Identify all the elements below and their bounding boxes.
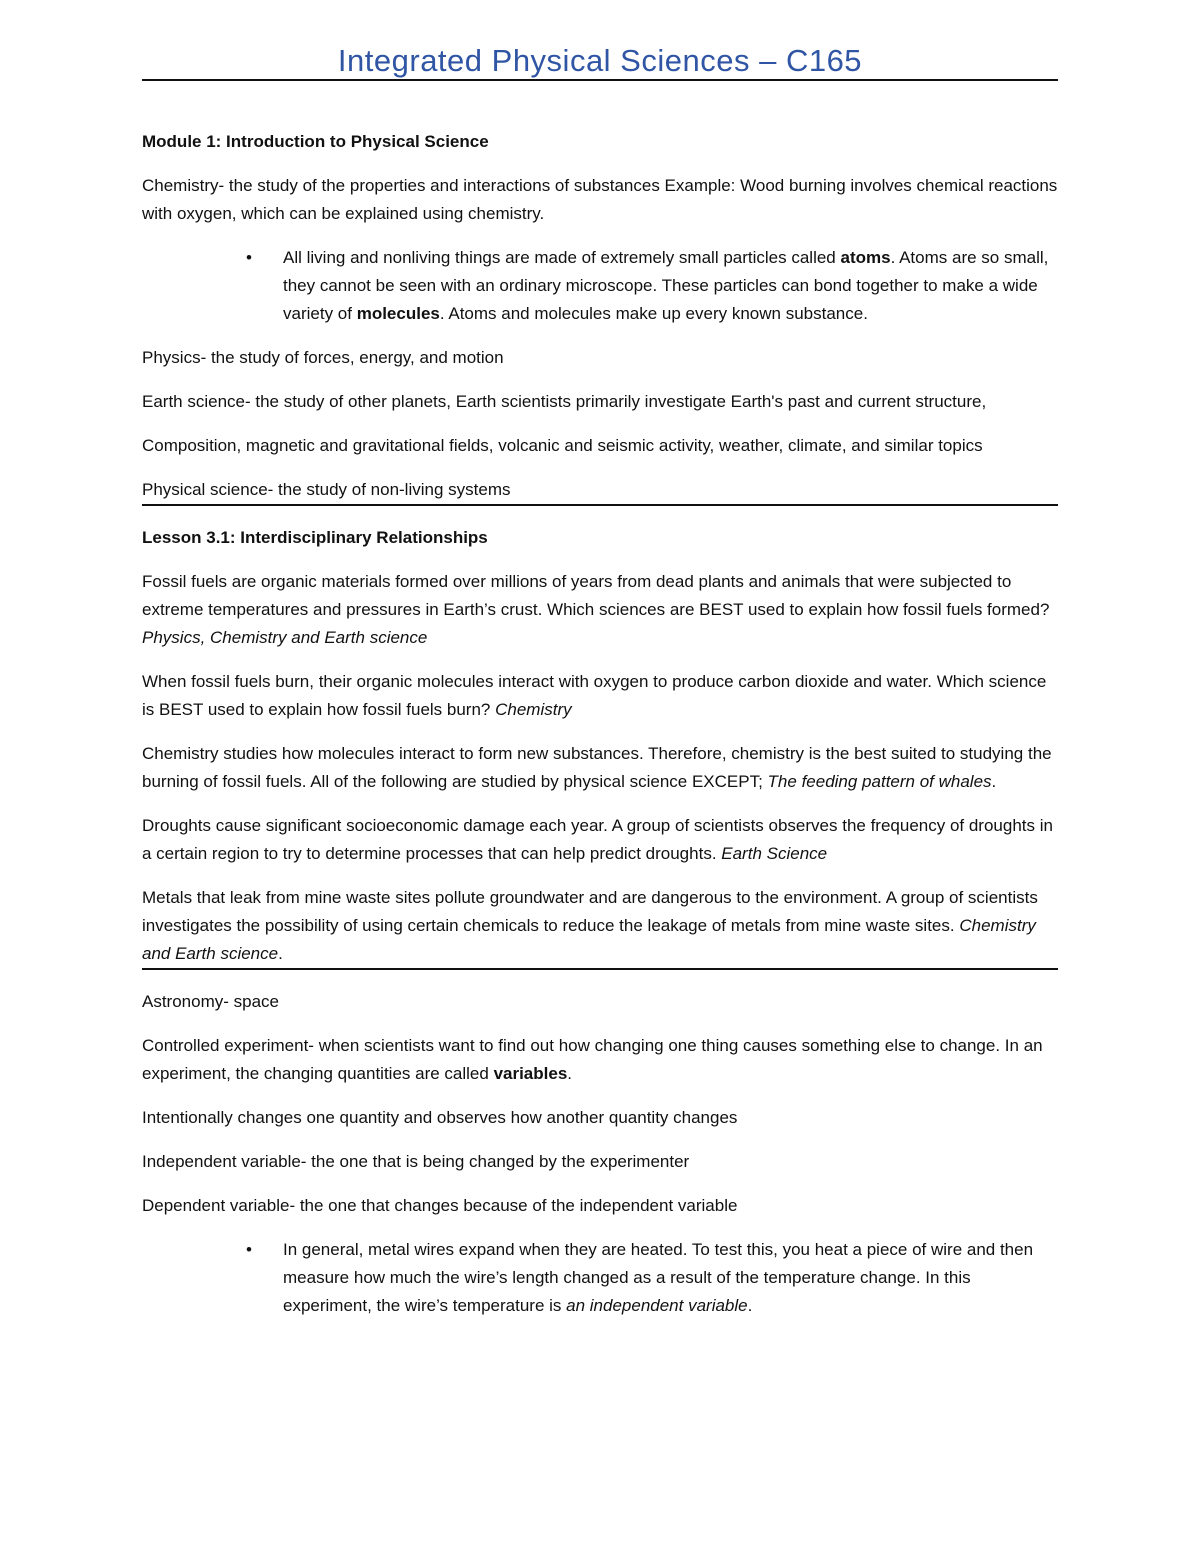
- dependent-variable-definition: Dependent variable- the one that changes because of the independent variable: [142, 1196, 738, 1215]
- physical-science-except-answer: The feeding pattern of whales: [767, 772, 992, 791]
- chemistry-definition: Chemistry- the study of the properties and interactions of substances Example: Wood burning involves chemical reactions with oxygen, which can be explained using chemistry.: [142, 176, 1058, 223]
- metal-wire-bullet-list: [142, 1236, 1058, 1320]
- physics-definition: Physics- the study of forces, energy, and motion: [142, 348, 504, 367]
- independent-variable-definition: Independent variable- the one that is being changed by the experimenter: [142, 1152, 690, 1171]
- document-title: Integrated Physical Sciences – C165: [337, 43, 863, 78]
- document-page: [142, 0, 1058, 1320]
- mine-waste-question: Metals that leak from mine waste sites pollute groundwater and are dangerous to the environment. A group of scientists investigates the possibility of using certain chemicals to reduce the leakage of metals from mine waste sites. Chemistry and Earth science.: [142, 888, 1038, 963]
- atoms-bullet-item: • All living and nonliving things are made of extremely small particles called atoms. Atoms are so small, they cannot be seen with an ordinary microscope. These particles can bond together to make a wide variety of molecules. Atoms and molecules make up every known substance.: [283, 244, 1058, 328]
- controlled-experiment-definition: Controlled experiment- when scientists want to find out how changing one thing causes something else to change. In an experiment, the changing quantities are called variables.: [142, 1036, 1043, 1083]
- fossil-fuels-answer: Physics, Chemistry and Earth science: [142, 628, 428, 647]
- metal-wire-answer: an independent variable: [566, 1296, 748, 1315]
- fossil-fuels-burn-answer: Chemistry: [495, 700, 572, 719]
- bullet-icon: •: [246, 1240, 252, 1259]
- earth-science-definition: Earth science- the study of other planets, Earth scientists primarily investigate Earth's past and current structure,: [142, 392, 987, 411]
- lesson-3-1-heading: Lesson 3.1: Interdisciplinary Relationships: [142, 528, 488, 547]
- metal-wire-bullet-item: • In general, metal wires expand when they are heated. To test this, you heat a piece of wire and then measure how much the wire’s length changed as a result of the temperature change. In this experiment, the wire’s temperature is an independent variable.: [283, 1236, 1058, 1320]
- fossil-fuels-question: Fossil fuels are organic materials formed over millions of years from dead plants and animals that were subjected to extreme temperatures and pressures in Earth’s crust. Which sciences are BEST used to explain how fossil fuels formed? Physics, Chemistry and Earth science: [142, 572, 1050, 647]
- molecules-term: molecules: [356, 304, 440, 323]
- fossil-fuels-burn-question: When fossil fuels burn, their organic molecules interact with oxygen to produce carbon dioxide and water. Which science is BEST used to explain how fossil fuels burn? Chemistry: [142, 672, 1047, 719]
- droughts-question: Droughts cause significant socioeconomic damage each year. A group of scientists observes the frequency of droughts in a certain region to try to determine processes that can help predict droughts. Earth Science: [142, 816, 1053, 863]
- physical-science-except-question: Chemistry studies how molecules interact to form new substances. Therefore, chemistry is the best suited to studying the burning of fossil fuels. All of the following are studied by physical science EXCEPT; The feeding pattern of whales.: [142, 744, 1052, 791]
- earth-science-topics: Composition, magnetic and gravitational fields, volcanic and seismic activity, weather, climate, and similar topics: [142, 436, 983, 455]
- astronomy-definition: Astronomy- space: [142, 992, 279, 1011]
- atoms-bullet-list: [142, 244, 1058, 328]
- mine-waste-answer: Chemistry and Earth science: [142, 916, 1036, 963]
- atoms-term: atoms: [840, 248, 891, 267]
- physical-science-definition: Physical science- the study of non-living systems: [142, 480, 511, 499]
- droughts-answer: Earth Science: [721, 844, 828, 863]
- variables-term: variables: [493, 1064, 568, 1083]
- bullet-icon: •: [246, 248, 252, 267]
- intentionally-changes-note: Intentionally changes one quantity and observes how another quantity changes: [142, 1108, 738, 1127]
- module-1-heading: Module 1: Introduction to Physical Science: [142, 132, 489, 151]
